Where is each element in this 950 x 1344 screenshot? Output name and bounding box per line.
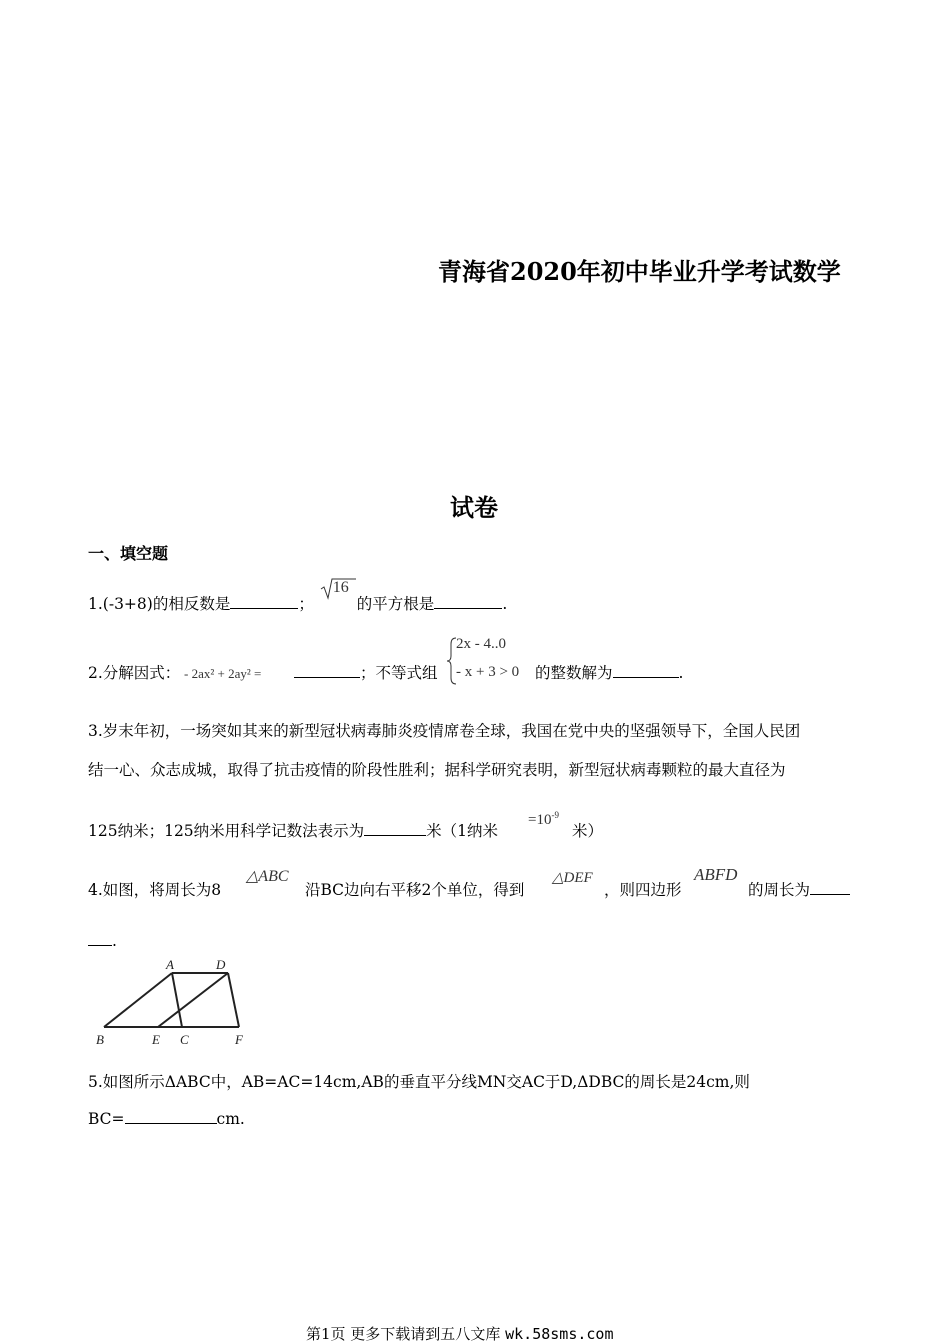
sqrt-expression xyxy=(319,579,357,609)
label-b: B xyxy=(96,1032,104,1047)
footer-url[interactable]: wk.58sms.com xyxy=(505,1325,614,1343)
label-f: F xyxy=(235,1032,243,1047)
q1-blank-2 xyxy=(434,607,502,609)
q4-triangle-abc: △ABC xyxy=(246,868,289,885)
q3-unit: 米） xyxy=(572,822,604,840)
q1-sep: ； xyxy=(298,595,314,613)
segment-ac xyxy=(172,973,182,1027)
q4-triangle-def: △DEF xyxy=(552,870,593,886)
q4-text-a: 4.如图，将周长为8 xyxy=(88,881,222,899)
q2-blank-2 xyxy=(613,676,679,678)
inequality-2: - x + 3 > 0 xyxy=(456,664,520,680)
question-2 xyxy=(88,661,180,683)
page-footer xyxy=(306,1323,613,1344)
segment-de xyxy=(158,973,228,1027)
question-1 xyxy=(88,579,508,614)
q1-end: . xyxy=(502,595,508,613)
q4-text-b: 沿BC边向右平移2个单位，得到 xyxy=(305,881,525,899)
document-title: 青海省2020年初中毕业升学考试数学 xyxy=(438,257,841,286)
q4-blank-b xyxy=(88,944,112,946)
q4-blank-a xyxy=(810,893,850,895)
footer-text: 第1页 更多下载请到五八文库 xyxy=(306,1325,501,1343)
q3-line-1: 3.岁末年初，一场突如其来的新型冠状病毒肺炎疫情席卷全球，我国在党中央的坚强领导下，全国人民团 xyxy=(88,722,801,740)
q5-line-1: 5.如图所示ΔABC中，AB=AC=14cm,AB的垂直平分线MN交AC于D,ΔDBC的周长是24cm,则 xyxy=(88,1073,750,1091)
section-heading: 一、填空题 xyxy=(88,544,169,563)
q1-blank-1 xyxy=(230,607,298,609)
q4-text-d: 的周长为 xyxy=(748,878,850,900)
q5-blank xyxy=(125,1122,217,1124)
q3-sci-notation: $=10^{-9}$ xyxy=(528,810,559,828)
label-e: E xyxy=(152,1032,160,1047)
q1-text-b: 的平方根是 xyxy=(356,595,435,613)
document-subtitle: 试卷 xyxy=(450,493,498,522)
q2-middle: ；不等式组 xyxy=(294,661,438,683)
inequality-1: 2x - 4..0 xyxy=(456,636,506,652)
q3-line-2: 结一心、众志成城，取得了抗击疫情的阶段性胜利；据科学研究表明，新型冠状病毒颗粒的最大直径为 xyxy=(88,761,786,779)
q4-quadrilateral: ABFD xyxy=(694,865,738,884)
q2-text-a: 2.分解因式： xyxy=(88,664,181,682)
q3-line-3: 125纳米；125纳米用科学记数法表示为 米（1纳米 xyxy=(88,822,499,840)
label-a: A xyxy=(166,957,174,972)
q4-text-c: ，则四边形 xyxy=(604,881,682,899)
q5-line-2: BC= cm. xyxy=(88,1110,245,1128)
q1-text-a: 1.(-3+8)的相反数是 xyxy=(88,595,231,613)
q3-blank xyxy=(364,834,426,836)
q2-blank-1 xyxy=(294,676,360,678)
segment-ab xyxy=(104,973,172,1027)
sqrt-radicand: 16 xyxy=(332,579,349,596)
q2-end: 的整数解为 . xyxy=(535,664,684,682)
q4-text-e: . xyxy=(88,932,117,950)
label-c: C xyxy=(180,1032,189,1047)
segment-df xyxy=(228,973,239,1027)
q2-factor-expression: - 2ax² + 2ay² = xyxy=(184,666,262,681)
label-d: D xyxy=(216,957,226,972)
translation-figure xyxy=(90,952,260,1050)
